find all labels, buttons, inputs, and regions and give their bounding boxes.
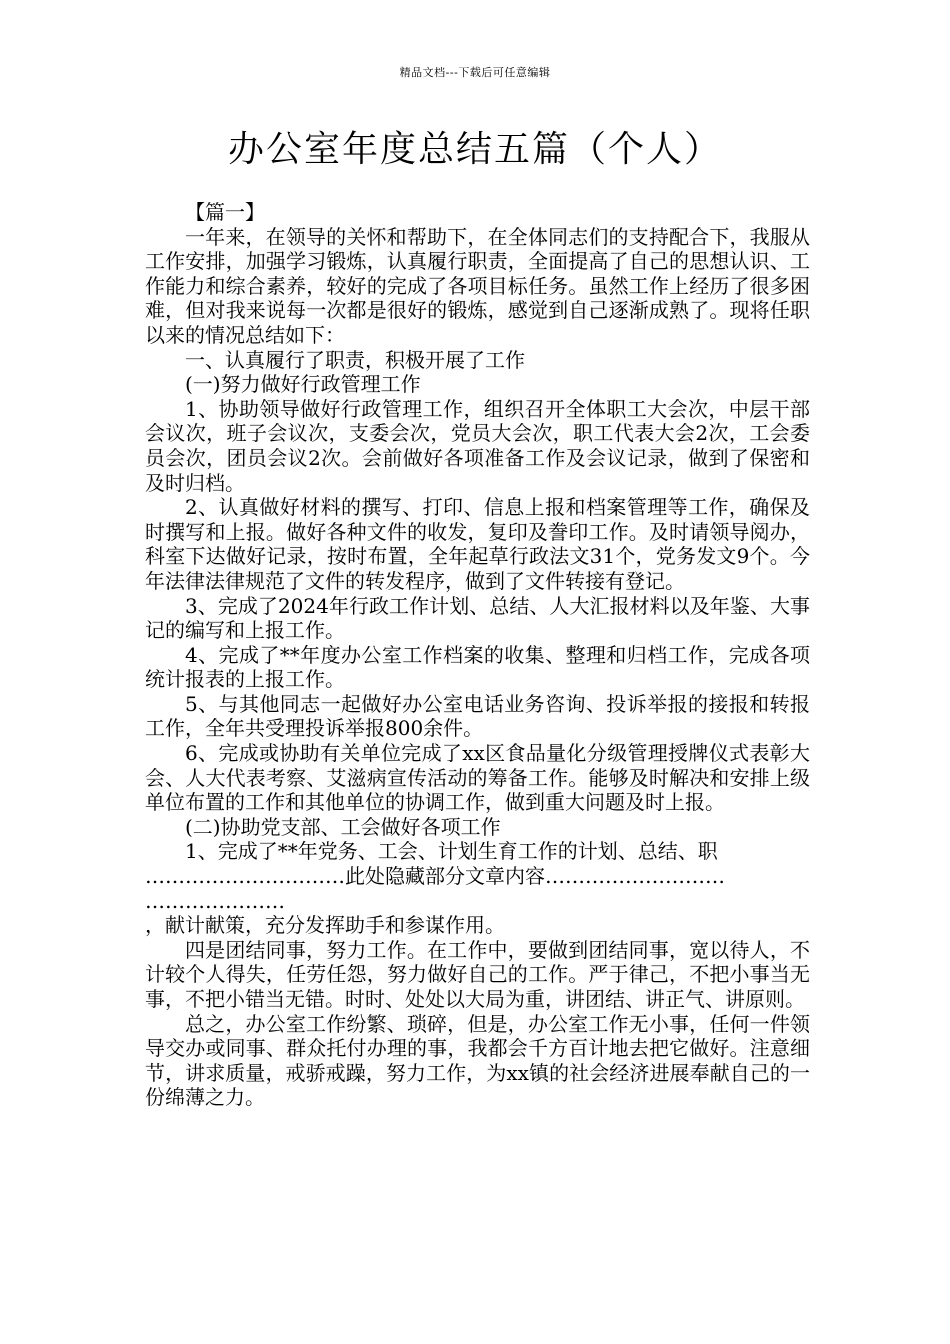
hidden-content-dots: ………………… [145, 888, 285, 913]
paragraph-item-4: 4、完成了**年度办公室工作档案的收集、整理和归档工作，完成各项统计报表的上报工作。 [145, 642, 810, 692]
section-label: 【篇一】 [185, 200, 265, 224]
paragraph-item-5: 5、与其他同志一起做好办公室电话业务咨询、投诉举报的接报和转报工作，全年共受理投诉举报800余件。 [145, 691, 810, 741]
paragraph-continuation: ，献计献策，充分发挥助手和参谋作用。 [145, 913, 505, 938]
intro-paragraph: 一年来，在领导的关怀和帮助下，在全体同志们的支持配合下，我服从工作安排，加强学习锻炼，认真履行职责，全面提高了自己的思想认识、工作能力和综合素养，较好的完成了各项目标任务。虽然工作上经历了很多困难，但对我来说每一次都是很好的锻炼，感觉到自己逐渐成熟了。现将任职以来的情况总结如下： [145, 224, 810, 347]
header-note: 精品文档---下载后可任意编辑 [399, 66, 551, 79]
hidden-content-notice: …………………………此处隐藏部分文章内容……………………… [145, 864, 725, 889]
paragraph-conclusion: 总之，办公室工作纷繁、琐碎，但是，办公室工作无小事，任何一件领导交办或同事、群众托付办理的事，我都会千方百计地去把它做好。注意细节，讲求质量，戒骄戒躁，努力工作，为xx镇的社会经济进展奉献自己的一份绵薄之力。 [145, 1011, 810, 1110]
paragraph-item-1: 1、协助领导做好行政管理工作，组织召开全体职工大会次，中层干部会议次，班子会议次，支委会次，党员大会次，职工代表大会2次，工会委员会次，团员会议2次。会前做好各项准备工作及会议记录，做到了保密和及时归档。 [145, 396, 810, 495]
paragraph-unity: 四是团结同事，努力工作。在工作中，要做到团结同事，宽以待人，不计较个人得失，任劳任怨，努力做好自己的工作。严于律己，不把小事当无事，不把小错当无错。时时、处处以大局为重，讲团结、讲正气、讲原则。 [145, 937, 810, 1011]
paragraph-item-3: 3、完成了2024年行政工作计划、总结、人大汇报材料以及年鉴、大事记的编写和上报工作。 [145, 593, 810, 643]
document-title: 办公室年度总结五篇（个人） [227, 129, 722, 170]
subheading-1: (一)努力做好行政管理工作 [185, 372, 421, 397]
paragraph-item-7: 1、完成了**年党务、工会、计划生育工作的计划、总结、职 [185, 839, 718, 864]
paragraph-item-2: 2、认真做好材料的撰写、打印、信息上报和档案管理等工作，确保及时撰写和上报。做好各种文件的收发，复印及誊印工作。及时请领导阅办，科室下达做好记录，按时布置，全年起草行政法文31个，党务发文9个。今年法律法律规范了文件的转发程序，做到了文件转接有登记。 [145, 495, 810, 593]
heading-1: 一、认真履行了职责，积极开展了工作 [185, 347, 525, 372]
paragraph-item-6: 6、完成或协助有关单位完成了xx区食品量化分级管理授牌仪式表彰大会、人大代表考察、艾滋病宣传活动的筹备工作。能够及时解决和安排上级单位布置的工作和其他单位的协调工作，做到重大问题及时上报。 [145, 741, 810, 815]
document-body [145, 200, 810, 1110]
subheading-2: (二)协助党支部、工会做好各项工作 [185, 814, 501, 839]
